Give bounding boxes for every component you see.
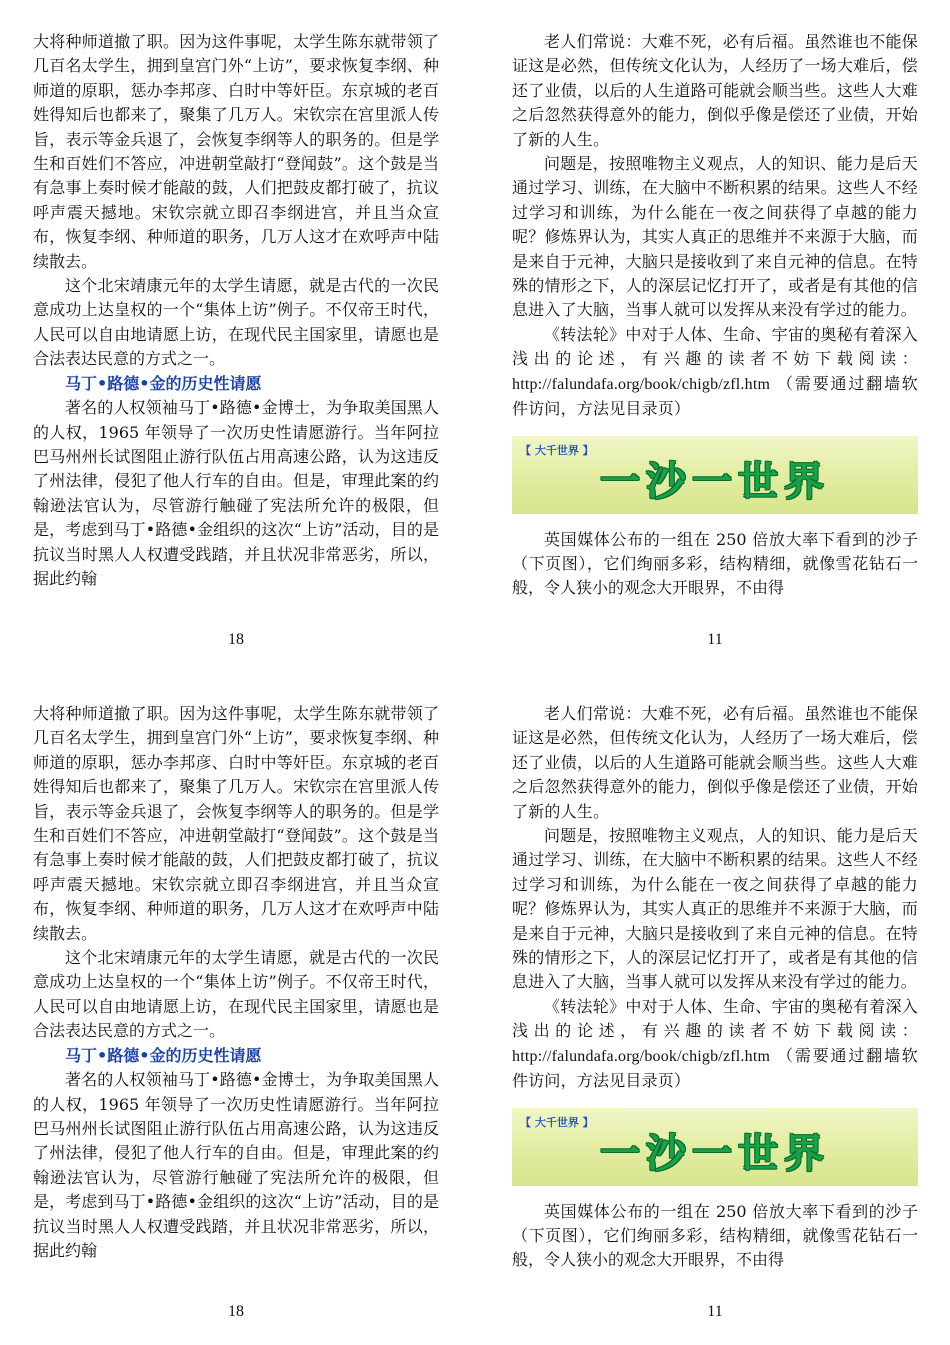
paragraph-text: 《转法轮》中对于人体、生命、宇宙的奥秘有着深入浅出的论述，有兴趣的读者不妨下载阅读： bbox=[512, 324, 918, 369]
banner-tag: 【 大千世界 】 bbox=[520, 443, 594, 457]
section-heading: 马丁•路德•金的历史性请愿 bbox=[65, 1045, 262, 1065]
paragraph: 英国媒体公布的一组在 250 倍放大率下看到的沙子（下页图），它们绚丽多彩，结构精细，就像雪花钻石一般，令人狭小的观念大开眼界，不由得 bbox=[512, 1201, 918, 1270]
paragraph-text: 《转法轮》中对于人体、生命、宇宙的奥秘有着深入浅出的论述，有兴趣的读者不妨下载阅读： bbox=[512, 996, 918, 1041]
paragraph: 英国媒体公布的一组在 250 倍放大率下看到的沙子（下页图），它们绚丽多彩，结构精细，就像雪花钻石一般，令人狭小的观念大开眼界，不由得 bbox=[512, 529, 918, 598]
right-page bbox=[512, 702, 918, 1273]
book-link[interactable]: http://falundafa.org/book/chigb/zfl.htm bbox=[512, 1047, 771, 1065]
right-page bbox=[512, 30, 918, 601]
paragraph: 著名的人权领袖马丁•路德•金博士，为争取美国黑人的人权，1965 年领导了一次历史性请愿游行。当年阿拉巴马州州长试图阻止游行队伍占用高速公路，认为这违反了州法律，侵犯了他人行车的自由。但是，审理此案的约翰逊法官认为，尽管游行触碰了宪法所允许的极限，但是，考虑到马丁•路德•金组织的这次“上访”活动，目的是抗议当时黑人人权遭受践踏，并且状况非常恶劣，所以，据此约翰 bbox=[33, 1070, 439, 1260]
sheet-top bbox=[0, 0, 950, 672]
paragraph: 这个北宋靖康元年的太学生请愿，就是古代的一次民意成功上达皇权的一个“集体上访”例子。不仅帝王时代，人民可以自由地请愿上访，在现代民主国家里，请愿也是合法表达民意的方式之一。 bbox=[33, 276, 439, 369]
paragraph: 问题是，按照唯物主义观点，人的知识、能力是后天通过学习、训练，在大脑中不断积累的结果。这些人不经过学习和训练，为什么能在一夜之间获得了卓越的能力呢？修炼界认为，其实人真正的思维并不来源于大脑，而是来自于元神，大脑只是接收到了来自元神的信息。在特殊的情形之下，人的深层记忆打开了，或者是有其他的信息进入了大脑，当事人就可以发挥从来没有学过的能力。 bbox=[512, 826, 918, 992]
link-note: （需要通过翻墙软件访问，方法见目录页） bbox=[512, 373, 918, 419]
banner-title: 一沙一世界 bbox=[600, 458, 830, 505]
page-number: 11 bbox=[707, 631, 723, 648]
section-heading: 马丁•路德•金的历史性请愿 bbox=[65, 373, 262, 393]
paragraph: 问题是，按照唯物主义观点，人的知识、能力是后天通过学习、训练，在大脑中不断积累的结果。这些人不经过学习和训练，为什么能在一夜之间获得了卓越的能力呢？修炼界认为，其实人真正的思维并不来源于大脑，而是来自于元神，大脑只是接收到了来自元神的信息。在特殊的情形之下，人的深层记忆打开了，或者是有其他的信息进入了大脑，当事人就可以发挥从来没有学过的能力。 bbox=[512, 154, 918, 320]
book-link[interactable]: http://falundafa.org/book/chigb/zfl.htm bbox=[512, 375, 771, 393]
paragraph: 大将种师道撤了职。因为这件事呢，太学生陈东就带领了几百名太学生，拥到皇宫门外“上访”，要求恢复李纲、种师道的原职，惩办李邦彦、白时中等奸臣。东京城的老百姓得知后也都来了，聚集了几万人。宋钦宗在宫里派人传旨，表示等金兵退了，会恢复李纲等人的职务的。但是学生和百姓们不答应，冲进朝堂敲打“登闻鼓”。这个鼓是当有急事上奏时候才能敲的鼓，人们把鼓皮都打破了，抗议呼声震天撼地。宋钦宗就立即召李纲进宫，并且当众宣布，恢复李纲、种师道的职务，几万人这才在欢呼声中陆续散去。 bbox=[33, 704, 439, 943]
paragraph: 大将种师道撤了职。因为这件事呢，太学生陈东就带领了几百名太学生，拥到皇宫门外“上访”，要求恢复李纲、种师道的原职，惩办李邦彦、白时中等奸臣。东京城的老百姓得知后也都来了，聚集了几万人。宋钦宗在宫里派人传旨，表示等金兵退了，会恢复李纲等人的职务的。但是学生和百姓们不答应，冲进朝堂敲打“登闻鼓”。这个鼓是当有急事上奏时候才能敲的鼓，人们把鼓皮都打破了，抗议呼声震天撼地。宋钦宗就立即召李纲进宫，并且当众宣布，恢复李纲、种师道的职务，几万人这才在欢呼声中陆续散去。 bbox=[33, 32, 439, 271]
paragraph bbox=[512, 323, 918, 422]
link-note: （需要通过翻墙软件访问，方法见目录页） bbox=[512, 1045, 918, 1091]
banner-tag: 【 大千世界 】 bbox=[520, 1115, 594, 1129]
banner-title: 一沙一世界 bbox=[600, 1130, 830, 1177]
paragraph: 老人们常说：大难不死，必有后福。虽然谁也不能保证这是必然，但传统文化认为，人经历了一场大难后，偿还了业债，以后的人生道路可能就会顺当些。这些人大难之后忽然获得意外的能力，倒似乎像是偿还了业债，开始了新的人生。 bbox=[512, 32, 918, 149]
paragraph: 老人们常说：大难不死，必有后福。虽然谁也不能保证这是必然，但传统文化认为，人经历了一场大难后，偿还了业债，以后的人生道路可能就会顺当些。这些人大难之后忽然获得意外的能力，倒似乎像是偿还了业债，开始了新的人生。 bbox=[512, 704, 918, 821]
page-number: 11 bbox=[707, 1303, 723, 1320]
paragraph bbox=[512, 995, 918, 1094]
section-banner bbox=[512, 436, 918, 514]
section-banner bbox=[512, 1108, 918, 1186]
page-number: 18 bbox=[228, 1303, 244, 1320]
paragraph: 著名的人权领袖马丁•路德•金博士，为争取美国黑人的人权，1965 年领导了一次历史性请愿游行。当年阿拉巴马州州长试图阻止游行队伍占用高速公路，认为这违反了州法律，侵犯了他人行车的自由。但是，审理此案的约翰逊法官认为，尽管游行触碰了宪法所允许的极限，但是，考虑到马丁•路德•金组织的这次“上访”活动，目的是抗议当时黑人人权遭受践踏，并且状况非常恶劣，所以，据此约翰 bbox=[33, 398, 439, 588]
page-number: 18 bbox=[228, 631, 244, 648]
left-page bbox=[33, 702, 439, 1263]
sheet-bottom bbox=[0, 672, 950, 1344]
left-page bbox=[33, 30, 439, 591]
paragraph: 这个北宋靖康元年的太学生请愿，就是古代的一次民意成功上达皇权的一个“集体上访”例子。不仅帝王时代，人民可以自由地请愿上访，在现代民主国家里，请愿也是合法表达民意的方式之一。 bbox=[33, 948, 439, 1041]
